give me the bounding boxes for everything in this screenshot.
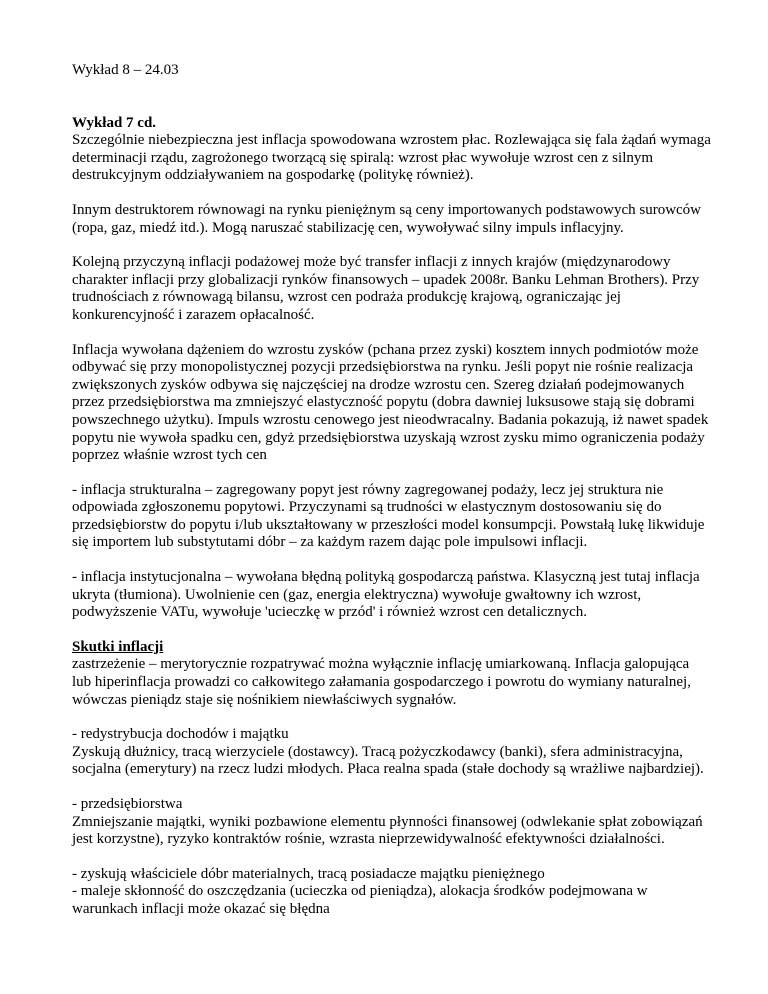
savings-line: - maleje skłonność do oszczędzania (ucieczka od pieniądza), alokacja środków podejmowana w warunkach inflacji może okazać się błędna bbox=[72, 883, 648, 917]
paragraph-import-prices: Innym destruktorem równowagi na rynku pieniężnym są ceny importowanych podstawowych surowców (ropa, gaz, miedź itd.). Mogą naruszać stabilizację cen, wywoływać silny impuls inflacyjny. bbox=[72, 201, 702, 236]
section-title: Skutki inflacji bbox=[72, 638, 164, 655]
enterprises-heading: - przedsiębiorstwa bbox=[72, 796, 183, 812]
lecture-subtitle: Wykład 7 cd. bbox=[72, 114, 157, 131]
paragraph-profit-inflation: Inflacja wywołana dążeniem do wzrostu zysków (pchana przez zyski) kosztem innych podmiotów może odbywać się przy monopolistycznej pozycji przedsiębiorstwa na rynku. Jeśli popyt nie rośnie realizacja zwiększonych zysków odbywa się najczęściej na drodze wzrostu cen. Szereg działań podejmowanych przez przedsiębiorstwa ma zmniejszyć elastyczność popytu (dobra dawniej luksusowe stają się dobrami powszechnego użytku). Impuls wzrostu cenowego jest nieodwracalny. Badania pokazują, iż nawet spadek popytu nie wywoła spadku cen, gdyż przedsiębiorstwa uzyskają wzrost zysku mimo ograniczenia podaży poprzez właśnie wzrost tych cen bbox=[72, 341, 709, 464]
redistribution-body: Zyskują dłużnicy, tracą wierzyciele (dostawcy). Tracą pożyczkodawcy (banki), sfera administracyjna, socjalna (emerytury) na rzecz ludzi młodych. Płaca realna spada (stałe dochody są wrażliwe najbardziej). bbox=[72, 743, 704, 778]
paragraph-wage-inflation: Szczególnie niebezpieczna jest inflacja spowodowana wzrostem płac. Rozlewająca się fala żądań wymaga determinacji rządu, zagrożonego tworzącą się spiralą: wzrost płac wywołuje wzrost cen z silnym destrukcyjnym oddziaływaniem na gospodarkę (politykę również). bbox=[72, 132, 711, 184]
redistribution-heading: - redystrybucja dochodów i majątku bbox=[72, 726, 289, 743]
paragraph-structural-inflation: - inflacja strukturalna – zagregowany popyt jest równy zagregowanej podaży, lecz jej struktura nie odpowiada zgłoszonemu popytowi. Przyczynami są trudności w elastycznym dostosowaniu się do przedsiębiorstw do popytu i/lub ukształtowany w przeszłości model konsumpcji. Powstałą lukę likwiduje się importem lub substytutami dóbr – za każdym razem dając pole impulsowi inflacji. bbox=[72, 481, 705, 551]
lecture-header: Wykład 8 – 24.03 bbox=[72, 62, 179, 78]
paragraph-inflation-transfer: Kolejną przyczyną inflacji podażowej może być transfer inflacji z innych krajów (międzynarodowy charakter inflacji przy globalizacji rynków finansowych – upadek 2008r. Banku Lehman Brothers). Przy trudnościach z równowagą bilansu, wzrost cen podraża produkcję krajową, ograniczając jej konkurencyjność i zarazem opłacalność. bbox=[72, 254, 700, 323]
document-page bbox=[72, 62, 712, 919]
section-intro: zastrzeżenie – merytorycznie rozpatrywać można wyłącznie inflację umiarkowaną. Inflacja galopująca lub hiperinflacja prowadzi co całkowitego załamania gospodarczego i powrotu do wymiany naturalnej, wówczas pieniądz staje się nośnikiem niewłaściwych sygnałów. bbox=[72, 656, 691, 708]
paragraph-institutional-inflation: - inflacja instytucjonalna – wywołana błędną polityką gospodarczą państwa. Klasyczną jest tutaj inflacja ukryta (tłumiona). Uwolnienie cen (gaz, energia elektryczna) wywołuje gwałtowny ich wzrost, podwyższenie VATu, wywołuje 'ucieczkę w przód' i również wzrost cen detalicznych. bbox=[72, 569, 700, 621]
enterprises-body: Zmniejszanie majątki, wyniki pozbawione elementu płynności finansowej (odwlekanie spłat zobowiązań jest korzystne), ryzyko kontraktów rośnie, wzrasta nieprzewidywalność efektywności działalności. bbox=[72, 813, 703, 848]
owners-line: - zyskują właściciele dóbr materialnych, tracą posiadacze majątku pieniężnego bbox=[72, 865, 545, 882]
